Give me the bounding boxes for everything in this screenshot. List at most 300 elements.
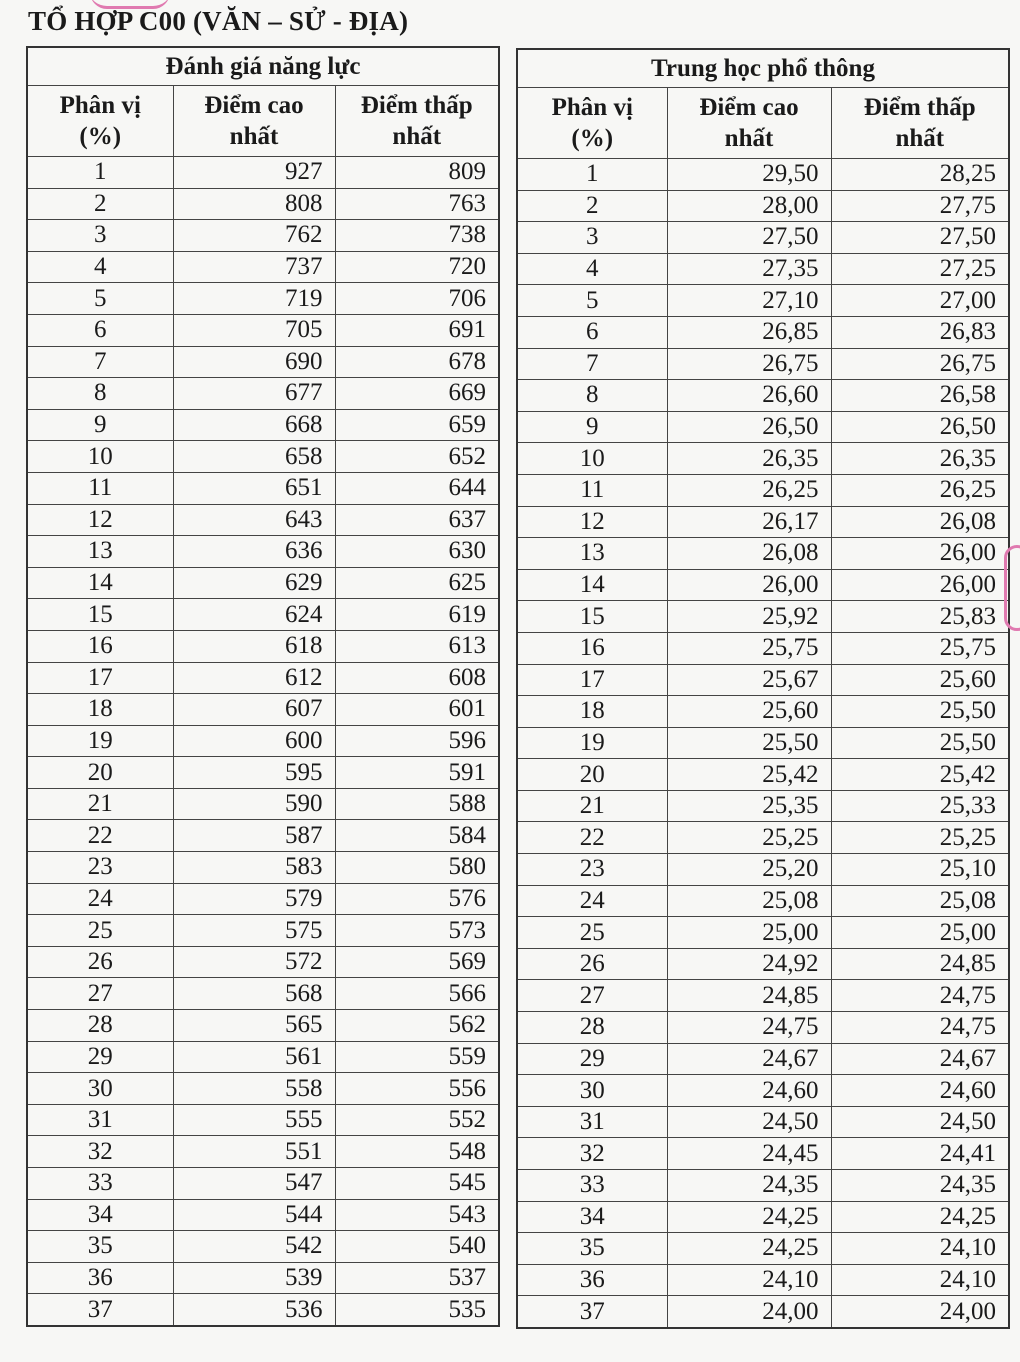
lowest-score-cell: 706: [335, 283, 499, 315]
percentile-cell: 26: [517, 948, 667, 980]
percentile-cell: 14: [27, 567, 173, 599]
lowest-score-cell: 630: [335, 536, 499, 568]
highest-score-cell: 24,92: [667, 948, 831, 980]
lowest-score-cell: 26,00: [831, 538, 1009, 570]
table-row: [27, 188, 499, 220]
highest-score-cell: 25,50: [667, 727, 831, 759]
header-percentile: Phân vị (%): [517, 88, 667, 159]
percentile-cell: 34: [27, 1199, 173, 1231]
highest-score-cell: 600: [173, 725, 335, 757]
highest-score-cell: 25,60: [667, 696, 831, 728]
highest-score-cell: 24,67: [667, 1043, 831, 1075]
percentile-cell: 6: [27, 314, 173, 346]
percentile-cell: 8: [27, 378, 173, 410]
percentile-cell: 29: [27, 1041, 173, 1073]
lowest-score-cell: 27,25: [831, 253, 1009, 285]
table-row: [517, 159, 1009, 191]
table-row: [517, 822, 1009, 854]
highest-score-cell: 927: [173, 157, 335, 189]
table-row: [517, 443, 1009, 475]
highest-score-cell: 643: [173, 504, 335, 536]
table-row: [517, 506, 1009, 538]
lowest-score-cell: 619: [335, 599, 499, 631]
highest-score-cell: 29,50: [667, 159, 831, 191]
percentile-cell: 1: [517, 159, 667, 191]
table-row: [27, 946, 499, 978]
table-row: [27, 788, 499, 820]
percentile-cell: 16: [517, 632, 667, 664]
table-row: [27, 314, 499, 346]
table-row: [517, 316, 1009, 348]
lowest-score-cell: 720: [335, 251, 499, 283]
table-row: [27, 978, 499, 1010]
table-row: [27, 1262, 499, 1294]
lowest-score-cell: 25,50: [831, 696, 1009, 728]
highest-score-cell: 561: [173, 1041, 335, 1073]
highest-score-cell: 26,75: [667, 348, 831, 380]
table-row: [27, 1136, 499, 1168]
lowest-score-cell: 24,67: [831, 1043, 1009, 1075]
highest-score-cell: 27,50: [667, 222, 831, 254]
highest-score-cell: 25,00: [667, 917, 831, 949]
lowest-score-cell: 543: [335, 1199, 499, 1231]
lowest-score-cell: 545: [335, 1168, 499, 1200]
lowest-score-cell: 608: [335, 662, 499, 694]
percentile-cell: 36: [517, 1264, 667, 1296]
lowest-score-cell: 562: [335, 1010, 499, 1042]
highest-score-cell: 25,67: [667, 664, 831, 696]
highest-score-cell: 668: [173, 409, 335, 441]
lowest-score-cell: 24,00: [831, 1296, 1009, 1328]
percentile-cell: 29: [517, 1043, 667, 1075]
percentile-cell: 3: [27, 220, 173, 252]
highest-score-cell: 27,35: [667, 253, 831, 285]
table-row: [517, 474, 1009, 506]
lowest-score-cell: 27,00: [831, 285, 1009, 317]
lowest-score-cell: 25,25: [831, 822, 1009, 854]
table-row: [517, 569, 1009, 601]
lowest-score-cell: 566: [335, 978, 499, 1010]
percentile-cell: 25: [517, 917, 667, 949]
table-row: [517, 632, 1009, 664]
lowest-score-cell: 26,00: [831, 569, 1009, 601]
percentile-cell: 10: [27, 441, 173, 473]
percentile-cell: 20: [517, 759, 667, 791]
percentile-cell: 11: [517, 474, 667, 506]
highest-score-cell: 27,10: [667, 285, 831, 317]
lowest-score-cell: 625: [335, 567, 499, 599]
percentile-cell: 37: [27, 1294, 173, 1326]
lowest-score-cell: 25,10: [831, 854, 1009, 886]
table-group-header: Đánh giá năng lực: [27, 47, 499, 86]
percentile-cell: 26: [27, 946, 173, 978]
percentile-cell: 24: [27, 883, 173, 915]
percentile-cell: 13: [27, 536, 173, 568]
percentile-cell: 25: [27, 915, 173, 947]
percentile-cell: 35: [517, 1233, 667, 1265]
table-row: [517, 538, 1009, 570]
highest-score-cell: 26,50: [667, 411, 831, 443]
table-row: [27, 820, 499, 852]
lowest-score-cell: 659: [335, 409, 499, 441]
highest-score-cell: 28,00: [667, 190, 831, 222]
highest-score-cell: 26,00: [667, 569, 831, 601]
highest-score-cell: 25,25: [667, 822, 831, 854]
highest-score-cell: 677: [173, 378, 335, 410]
percentile-cell: 14: [517, 569, 667, 601]
lowest-score-cell: 24,25: [831, 1201, 1009, 1233]
percentile-cell: 17: [27, 662, 173, 694]
table-row: [27, 409, 499, 441]
highest-score-cell: 547: [173, 1168, 335, 1200]
percentile-cell: 35: [27, 1231, 173, 1263]
table-row: [517, 696, 1009, 728]
highest-score-cell: 26,17: [667, 506, 831, 538]
percentile-cell: 23: [27, 852, 173, 884]
lowest-score-cell: 637: [335, 504, 499, 536]
percentile-cell: 3: [517, 222, 667, 254]
header-percentile: Phân vị (%): [27, 86, 173, 157]
lowest-score-cell: 25,50: [831, 727, 1009, 759]
percentile-cell: 17: [517, 664, 667, 696]
table-row: [27, 378, 499, 410]
highest-score-cell: 808: [173, 188, 335, 220]
percentile-cell: 11: [27, 472, 173, 504]
lowest-score-cell: 27,75: [831, 190, 1009, 222]
highest-score-cell: 24,35: [667, 1170, 831, 1202]
header-highest-score: Điểm cao nhất: [173, 86, 335, 157]
percentile-cell: 27: [517, 980, 667, 1012]
percentile-cell: 5: [27, 283, 173, 315]
lowest-score-cell: 548: [335, 1136, 499, 1168]
percentile-cell: 31: [517, 1106, 667, 1138]
percentile-cell: 28: [27, 1010, 173, 1042]
highest-score-cell: 624: [173, 599, 335, 631]
table-row: [27, 1104, 499, 1136]
percentile-cell: 19: [517, 727, 667, 759]
percentile-cell: 16: [27, 630, 173, 662]
table-row: [27, 1041, 499, 1073]
percentile-cell: 5: [517, 285, 667, 317]
table-row: [517, 1138, 1009, 1170]
table-row: [27, 1168, 499, 1200]
table-row: [517, 790, 1009, 822]
highest-score-cell: 579: [173, 883, 335, 915]
highest-score-cell: 558: [173, 1073, 335, 1105]
percentile-cell: 6: [517, 316, 667, 348]
percentile-cell: 32: [517, 1138, 667, 1170]
table-row: [517, 1012, 1009, 1044]
highest-score-cell: 536: [173, 1294, 335, 1326]
percentile-cell: 22: [27, 820, 173, 852]
lowest-score-cell: 25,33: [831, 790, 1009, 822]
highest-score-cell: 24,60: [667, 1075, 831, 1107]
lowest-score-cell: 24,60: [831, 1075, 1009, 1107]
highest-score-cell: 24,25: [667, 1233, 831, 1265]
percentile-cell: 21: [27, 788, 173, 820]
percentile-cell: 9: [27, 409, 173, 441]
table-row: [27, 346, 499, 378]
table-row: [27, 283, 499, 315]
percentile-cell: 1: [27, 157, 173, 189]
lowest-score-cell: 27,50: [831, 222, 1009, 254]
lowest-score-cell: 26,58: [831, 380, 1009, 412]
highest-score-cell: 25,42: [667, 759, 831, 791]
highest-score-cell: 595: [173, 757, 335, 789]
table-row: [517, 1201, 1009, 1233]
percentile-cell: 32: [27, 1136, 173, 1168]
table-row: [517, 727, 1009, 759]
lowest-score-cell: 26,83: [831, 316, 1009, 348]
percentile-cell: 36: [27, 1262, 173, 1294]
table-row: [27, 1231, 499, 1263]
lowest-score-cell: 24,10: [831, 1264, 1009, 1296]
highest-score-cell: 690: [173, 346, 335, 378]
percentile-cell: 18: [517, 696, 667, 728]
header-highest-score: Điểm cao nhất: [667, 88, 831, 159]
lowest-score-cell: 809: [335, 157, 499, 189]
lowest-score-cell: 24,10: [831, 1233, 1009, 1265]
highest-score-cell: 583: [173, 852, 335, 884]
header-lowest-score: Điểm thấp nhất: [335, 86, 499, 157]
highest-score-cell: 24,00: [667, 1296, 831, 1328]
lowest-score-cell: 537: [335, 1262, 499, 1294]
table-row: [27, 251, 499, 283]
table-row: [27, 536, 499, 568]
highest-score-cell: 26,08: [667, 538, 831, 570]
table-row: [517, 222, 1009, 254]
table-row: [27, 472, 499, 504]
percentile-cell: 9: [517, 411, 667, 443]
lowest-score-cell: 25,00: [831, 917, 1009, 949]
table-row: [27, 1010, 499, 1042]
highest-score-cell: 26,60: [667, 380, 831, 412]
table-row: [27, 1073, 499, 1105]
highest-score-cell: 25,92: [667, 601, 831, 633]
lowest-score-cell: 588: [335, 788, 499, 820]
lowest-score-cell: 25,83: [831, 601, 1009, 633]
highest-score-cell: 26,35: [667, 443, 831, 475]
table-row: [517, 285, 1009, 317]
table-row: [27, 441, 499, 473]
highest-score-cell: 24,10: [667, 1264, 831, 1296]
lowest-score-cell: 25,42: [831, 759, 1009, 791]
lowest-score-cell: 644: [335, 472, 499, 504]
table-row: [517, 1106, 1009, 1138]
page-title: TỔ HỢP C00 (VĂN – SỬ - ĐỊA): [28, 6, 409, 36]
percentile-cell: 15: [27, 599, 173, 631]
percentile-cell: 13: [517, 538, 667, 570]
table-row: [517, 190, 1009, 222]
table-row: [27, 694, 499, 726]
percentile-cell: 24: [517, 885, 667, 917]
highest-score-cell: 612: [173, 662, 335, 694]
table-row: [27, 567, 499, 599]
lowest-score-cell: 691: [335, 314, 499, 346]
lowest-score-cell: 24,75: [831, 980, 1009, 1012]
percentile-cell: 8: [517, 380, 667, 412]
lowest-score-cell: 26,08: [831, 506, 1009, 538]
highest-score-cell: 25,08: [667, 885, 831, 917]
table-row: [517, 980, 1009, 1012]
percentile-cell: 22: [517, 822, 667, 854]
lowest-score-cell: 26,35: [831, 443, 1009, 475]
table-row: [27, 852, 499, 884]
percentile-cell: 19: [27, 725, 173, 757]
table-row: [27, 1294, 499, 1326]
highest-score-cell: 555: [173, 1104, 335, 1136]
table-row: [27, 662, 499, 694]
highest-score-cell: 26,25: [667, 474, 831, 506]
table-row: [27, 883, 499, 915]
lowest-score-cell: 584: [335, 820, 499, 852]
table-row: [27, 725, 499, 757]
percentile-cell: 21: [517, 790, 667, 822]
highest-score-cell: 636: [173, 536, 335, 568]
percentile-cell: 12: [27, 504, 173, 536]
percentile-cell: 10: [517, 443, 667, 475]
percentile-cell: 37: [517, 1296, 667, 1328]
highest-score-cell: 24,50: [667, 1106, 831, 1138]
lowest-score-cell: 652: [335, 441, 499, 473]
lowest-score-cell: 552: [335, 1104, 499, 1136]
percentile-cell: 12: [517, 506, 667, 538]
lowest-score-cell: 24,41: [831, 1138, 1009, 1170]
lowest-score-cell: 535: [335, 1294, 499, 1326]
lowest-score-cell: 601: [335, 694, 499, 726]
table-row: [27, 1199, 499, 1231]
percentile-cell: 23: [517, 854, 667, 886]
highest-score-cell: 542: [173, 1231, 335, 1263]
percentile-cell: 7: [517, 348, 667, 380]
highest-score-cell: 25,35: [667, 790, 831, 822]
highest-score-cell: 24,75: [667, 1012, 831, 1044]
table-group-header: Trung học phổ thông: [517, 49, 1009, 88]
highest-score-cell: 607: [173, 694, 335, 726]
table-row: [517, 664, 1009, 696]
lowest-score-cell: 596: [335, 725, 499, 757]
table-row: [517, 380, 1009, 412]
percentile-cell: 28: [517, 1012, 667, 1044]
lowest-score-cell: 25,60: [831, 664, 1009, 696]
lowest-score-cell: 591: [335, 757, 499, 789]
highest-score-cell: 719: [173, 283, 335, 315]
lowest-score-cell: 576: [335, 883, 499, 915]
table-row: [517, 885, 1009, 917]
lowest-score-cell: 540: [335, 1231, 499, 1263]
lowest-score-cell: 25,08: [831, 885, 1009, 917]
lowest-score-cell: 24,75: [831, 1012, 1009, 1044]
table-row: [517, 411, 1009, 443]
highest-score-cell: 587: [173, 820, 335, 852]
highest-score-cell: 618: [173, 630, 335, 662]
percentile-cell: 2: [27, 188, 173, 220]
lowest-score-cell: 24,35: [831, 1170, 1009, 1202]
percentile-cell: 4: [517, 253, 667, 285]
lowest-score-cell: 763: [335, 188, 499, 220]
table-row: [517, 1170, 1009, 1202]
percentile-cell: 18: [27, 694, 173, 726]
table-row: [27, 599, 499, 631]
percentile-cell: 4: [27, 251, 173, 283]
table-row: [517, 1233, 1009, 1265]
table-row: [27, 504, 499, 536]
lowest-score-cell: 559: [335, 1041, 499, 1073]
table-row: [517, 917, 1009, 949]
table-row: [27, 157, 499, 189]
table-trung-hoc-pho-thong: [516, 48, 1010, 1329]
percentile-cell: 2: [517, 190, 667, 222]
lowest-score-cell: 28,25: [831, 159, 1009, 191]
highest-score-cell: 705: [173, 314, 335, 346]
percentile-cell: 33: [517, 1170, 667, 1202]
highest-score-cell: 737: [173, 251, 335, 283]
lowest-score-cell: 678: [335, 346, 499, 378]
table-row: [27, 757, 499, 789]
highest-score-cell: 762: [173, 220, 335, 252]
pink-highlight-mark: [1004, 545, 1020, 631]
percentile-cell: 15: [517, 601, 667, 633]
lowest-score-cell: 24,50: [831, 1106, 1009, 1138]
percentile-cell: 33: [27, 1168, 173, 1200]
percentile-cell: 31: [27, 1104, 173, 1136]
table-row: [517, 1075, 1009, 1107]
percentile-cell: 30: [517, 1075, 667, 1107]
percentile-cell: 20: [27, 757, 173, 789]
lowest-score-cell: 556: [335, 1073, 499, 1105]
highest-score-cell: 658: [173, 441, 335, 473]
lowest-score-cell: 26,50: [831, 411, 1009, 443]
table-row: [517, 253, 1009, 285]
highest-score-cell: 568: [173, 978, 335, 1010]
highest-score-cell: 629: [173, 567, 335, 599]
table-row: [517, 854, 1009, 886]
header-lowest-score: Điểm thấp nhất: [831, 88, 1009, 159]
highest-score-cell: 575: [173, 915, 335, 947]
lowest-score-cell: 26,75: [831, 348, 1009, 380]
highest-score-cell: 25,75: [667, 632, 831, 664]
highest-score-cell: 651: [173, 472, 335, 504]
table-row: [517, 759, 1009, 791]
lowest-score-cell: 580: [335, 852, 499, 884]
table-danh-gia-nang-luc: [26, 46, 500, 1327]
lowest-score-cell: 738: [335, 220, 499, 252]
highest-score-cell: 551: [173, 1136, 335, 1168]
table-row: [517, 348, 1009, 380]
percentile-cell: 7: [27, 346, 173, 378]
table-row: [517, 601, 1009, 633]
table-row: [27, 630, 499, 662]
highest-score-cell: 539: [173, 1262, 335, 1294]
lowest-score-cell: 25,75: [831, 632, 1009, 664]
highest-score-cell: 24,45: [667, 1138, 831, 1170]
highest-score-cell: 24,25: [667, 1201, 831, 1233]
table-row: [517, 1296, 1009, 1328]
highest-score-cell: 24,85: [667, 980, 831, 1012]
lowest-score-cell: 24,85: [831, 948, 1009, 980]
highest-score-cell: 590: [173, 788, 335, 820]
lowest-score-cell: 573: [335, 915, 499, 947]
lowest-score-cell: 26,25: [831, 474, 1009, 506]
percentile-cell: 30: [27, 1073, 173, 1105]
highest-score-cell: 572: [173, 946, 335, 978]
highest-score-cell: 544: [173, 1199, 335, 1231]
table-row: [517, 948, 1009, 980]
percentile-cell: 27: [27, 978, 173, 1010]
table-row: [517, 1043, 1009, 1075]
table-row: [27, 220, 499, 252]
highest-score-cell: 26,85: [667, 316, 831, 348]
